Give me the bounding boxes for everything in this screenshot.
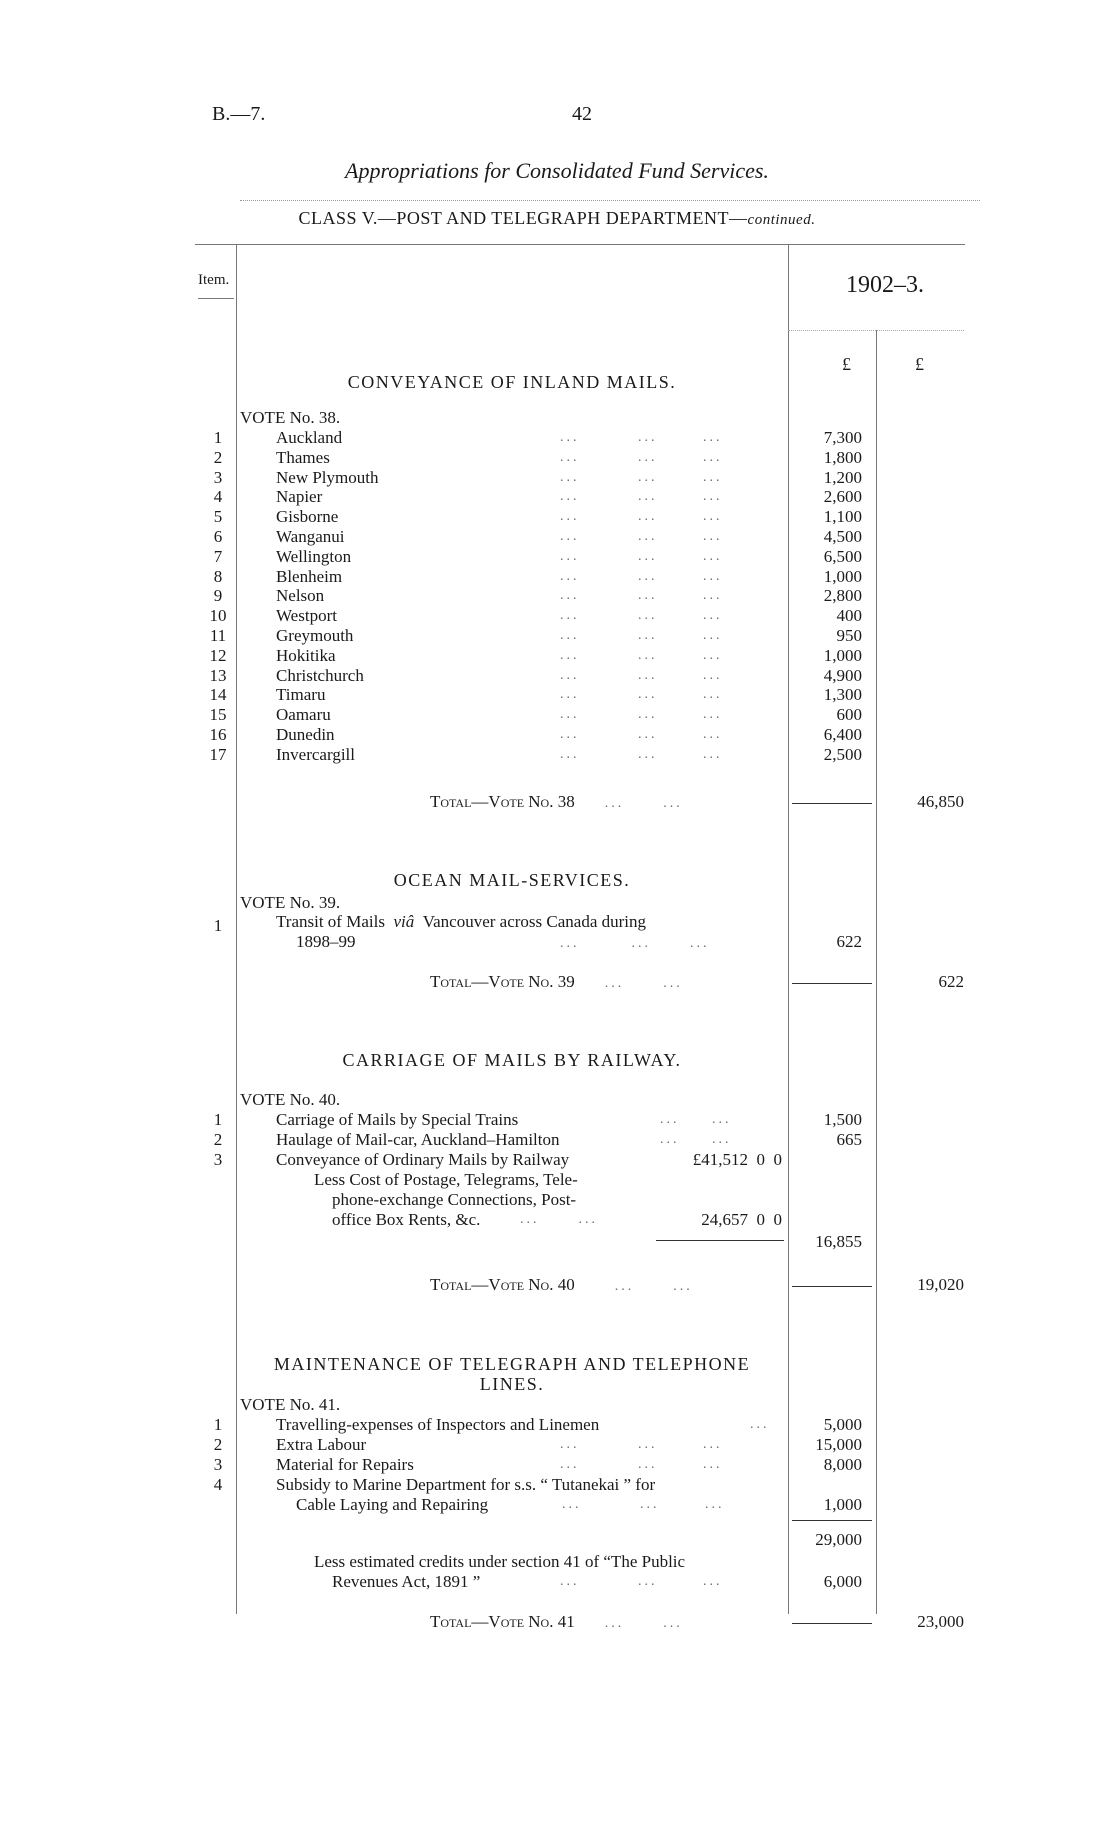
- item-number: 4: [213, 487, 223, 506]
- leader-dots: ... ... ...: [560, 648, 723, 663]
- total-vote-39: 622: [938, 972, 964, 991]
- total-vote-40: 19,020: [917, 1275, 964, 1294]
- inland-item-name: Westport: [276, 606, 337, 625]
- railway-less-amount: 24,657 0 0: [701, 1210, 782, 1229]
- telegraph-item-1-amount: 5,000: [823, 1415, 862, 1434]
- item-number: 6: [213, 527, 223, 546]
- inland-item-amount: 1,300: [823, 685, 862, 704]
- telegraph-item-3-amount: 8,000: [823, 1455, 862, 1474]
- inland-item-amount: 6,400: [823, 725, 862, 744]
- leader-dots: ... ...: [660, 1112, 732, 1127]
- item-number: 3: [213, 1150, 223, 1169]
- railway-item-3: Conveyance of Ordinary Mails by Railway: [276, 1150, 570, 1169]
- leader-dots: ... ... ...: [560, 509, 723, 524]
- item-number: 8: [213, 567, 223, 586]
- total-38-rule: [792, 803, 872, 804]
- total-vote-41-label: Total—Vote No. 41 ... ...: [430, 1612, 683, 1631]
- leader-dots: ... ... ...: [560, 430, 723, 445]
- inland-item-amount: 600: [836, 705, 862, 724]
- inland-item-name: Christchurch: [276, 666, 364, 685]
- table-top-rule: [195, 244, 965, 245]
- pound-symbol-2: £: [915, 354, 924, 374]
- item-number: 9: [213, 586, 223, 605]
- leader-dots: ... ...: [520, 1212, 598, 1227]
- item-number: 11: [209, 626, 227, 645]
- inland-item-amount: 950: [836, 626, 862, 645]
- railway-item-1-amount: 1,500: [823, 1110, 862, 1129]
- inland-item-name: New Plymouth: [276, 468, 379, 487]
- item-number: 3: [213, 468, 223, 487]
- railway-less-rule: [656, 1240, 784, 1241]
- leader-dots: ... ... ...: [560, 687, 723, 702]
- leader-dots: ... ... ...: [560, 1574, 723, 1589]
- inland-item-name: Blenheim: [276, 567, 343, 586]
- inland-item-name: Timaru: [276, 685, 326, 704]
- ocean-item-line2: 1898–99: [296, 932, 356, 951]
- item-underline: [198, 298, 234, 299]
- railway-item-2: Haulage of Mail-car, Auckland–Hamilton: [276, 1130, 560, 1149]
- inland-item-name: Thames: [276, 448, 330, 467]
- item-number: 16: [209, 725, 227, 744]
- vote-41-label: VOTE No. 41.: [240, 1395, 341, 1414]
- section-heading-ocean: OCEAN MAIL-SERVICES.: [393, 870, 631, 890]
- inland-item-amount: 4,500: [823, 527, 862, 546]
- total-41-rule: [792, 1623, 872, 1624]
- leader-dots: ... ... ...: [560, 470, 723, 485]
- amount-column-rule: [788, 244, 789, 1614]
- inland-item-name: Hokitika: [276, 646, 336, 665]
- railway-less-line2: phone-exchange Connections, Post-: [332, 1190, 577, 1209]
- telegraph-item-2: Extra Labour: [276, 1435, 367, 1454]
- vote-38-label: VOTE No. 38.: [240, 408, 341, 427]
- total-vote-38-label: Total—Vote No. 38 ... ...: [430, 792, 683, 811]
- railway-item-3-gross: £41,512 0 0: [692, 1150, 782, 1169]
- telegraph-item-2-amount: 15,000: [815, 1435, 862, 1454]
- inland-item-amount: 1,100: [823, 507, 862, 526]
- inland-item-name: Invercargill: [276, 745, 355, 764]
- inland-item-name: Oamaru: [276, 705, 331, 724]
- total-vote-39-label: Total—Vote No. 39 ... ...: [430, 972, 683, 991]
- inland-item-amount: 400: [836, 606, 862, 625]
- item-number: 2: [213, 1435, 223, 1454]
- inland-item-name: Auckland: [276, 428, 343, 447]
- leader-dots: ... ... ...: [560, 608, 723, 623]
- item-number: 14: [209, 685, 227, 704]
- item-number: 4: [213, 1475, 223, 1494]
- section-heading-telegraph-1: MAINTENANCE OF TELEGRAPH AND TELEPHONE: [273, 1354, 751, 1374]
- year-column-header: 1902–3.: [846, 272, 924, 298]
- railway-less-line1: Less Cost of Postage, Telegrams, Tele-: [314, 1170, 578, 1189]
- telegraph-item-3: Material for Repairs: [276, 1455, 414, 1474]
- subtotal-column-rule: [876, 330, 877, 1614]
- leader-dots: ... ... ...: [560, 707, 723, 722]
- leader-dots: ... ... ...: [560, 489, 723, 504]
- vote-39-label: VOTE No. 39.: [240, 893, 341, 912]
- pound-symbol-1: £: [842, 354, 851, 374]
- inland-item-amount: 1,000: [823, 567, 862, 586]
- telegraph-item-4-line1: Subsidy to Marine Department for s.s. “ Tutanekai ” for: [276, 1475, 656, 1494]
- inland-item-name: Nelson: [276, 586, 325, 605]
- total-vote-38: 46,850: [917, 792, 964, 811]
- leader-dots: ... ... ...: [560, 747, 723, 762]
- inland-item-amount: 2,800: [823, 586, 862, 605]
- leader-dots: ... ... ...: [560, 668, 723, 683]
- telegraph-subtotal: 29,000: [815, 1530, 862, 1549]
- total-vote-40-label: Total—Vote No. 40 ... ...: [430, 1275, 693, 1294]
- leader-dots: ... ... ...: [560, 1437, 723, 1452]
- telegraph-item-4-amount: 1,000: [823, 1495, 862, 1514]
- inland-item-amount: 2,600: [823, 487, 862, 506]
- item-number: 2: [213, 1130, 223, 1149]
- inland-item-amount: 2,500: [823, 745, 862, 764]
- inland-item-name: Greymouth: [276, 626, 354, 645]
- item-number: 12: [209, 646, 227, 665]
- leader-dots: ... ... ...: [560, 588, 723, 603]
- page-title: Appropriations for Consolidated Fund Services.: [345, 158, 769, 183]
- section-heading-railway: CARRIAGE OF MAILS BY RAILWAY.: [342, 1050, 682, 1070]
- leader-dots: ... ... ...: [560, 529, 723, 544]
- railway-item-2-amount: 665: [836, 1130, 862, 1149]
- inland-item-amount: 7,300: [823, 428, 862, 447]
- inland-item-name: Gisborne: [276, 507, 339, 526]
- item-number: 13: [209, 666, 227, 685]
- total-40-rule: [792, 1286, 872, 1287]
- item-number: 15: [209, 705, 227, 724]
- item-column-header: Item.: [198, 272, 230, 288]
- telegraph-subtotal-rule: [792, 1520, 872, 1521]
- inland-item-name: Napier: [276, 487, 323, 506]
- year-underline: [788, 330, 964, 331]
- leader-dots: ... ... ...: [560, 569, 723, 584]
- inland-item-name: Wellington: [276, 547, 352, 566]
- inland-item-amount: 6,500: [823, 547, 862, 566]
- total-39-rule: [792, 983, 872, 984]
- item-number: 3: [213, 1455, 223, 1474]
- item-number: 5: [213, 507, 223, 526]
- section-heading-telegraph-2: LINES.: [479, 1374, 545, 1394]
- inland-item-amount: 1,000: [823, 646, 862, 665]
- leader-dots: ... ... ...: [560, 1457, 723, 1472]
- section-heading-inland: CONVEYANCE OF INLAND MAILS.: [347, 372, 677, 392]
- railway-less-line3: office Box Rents, &c.: [332, 1210, 481, 1229]
- leader-dots: ... ... ...: [560, 936, 710, 951]
- telegraph-less-line1: Less estimated credits under section 41 of “The Public: [314, 1552, 686, 1571]
- item-number: 1: [213, 428, 223, 447]
- railway-item-1: Carriage of Mails by Special Trains: [276, 1110, 519, 1129]
- document-reference: B.—7.: [212, 103, 266, 125]
- railway-item-3-net: 16,855: [815, 1232, 862, 1251]
- leader-dots: ... ...: [660, 1132, 732, 1147]
- leader-dots: ...: [750, 1417, 770, 1432]
- item-number: 2: [213, 448, 223, 467]
- leader-dots: ... ... ...: [560, 628, 723, 643]
- inland-item-name: Wanganui: [276, 527, 345, 546]
- vote-40-label: VOTE No. 40.: [240, 1090, 341, 1109]
- item-number: 10: [209, 606, 227, 625]
- ocean-item-amount: 622: [836, 932, 862, 951]
- ocean-item-line1: Transit of Mails viâ Vancouver across Canada during: [276, 912, 647, 931]
- telegraph-item-4-line2: Cable Laying and Repairing: [296, 1495, 489, 1514]
- item-number: 1: [213, 1415, 223, 1434]
- total-vote-41: 23,000: [917, 1612, 964, 1631]
- item-number: 1: [213, 916, 223, 935]
- telegraph-item-1: Travelling-expenses of Inspectors and Linemen: [276, 1415, 600, 1434]
- inland-item-amount: 1,800: [823, 448, 862, 467]
- leader-dots: ... ... ...: [560, 727, 723, 742]
- leader-dots: ... ... ...: [560, 549, 723, 564]
- class-heading: CLASS V.—POST AND TELEGRAPH DEPARTMENT—continued.: [298, 208, 816, 228]
- leader-dots: ... ... ...: [560, 450, 723, 465]
- page-number: 42: [572, 103, 592, 125]
- telegraph-less-line2: Revenues Act, 1891 ”: [332, 1572, 481, 1591]
- inland-item-name: Dunedin: [276, 725, 335, 744]
- item-number: 17: [209, 745, 227, 764]
- item-number: 1: [213, 1110, 223, 1129]
- inland-item-amount: 4,900: [823, 666, 862, 685]
- item-number: 7: [213, 547, 223, 566]
- title-rule: [240, 200, 980, 201]
- telegraph-less-amount: 6,000: [823, 1572, 862, 1591]
- inland-item-amount: 1,200: [823, 468, 862, 487]
- leader-dots: ... ... ...: [562, 1497, 725, 1512]
